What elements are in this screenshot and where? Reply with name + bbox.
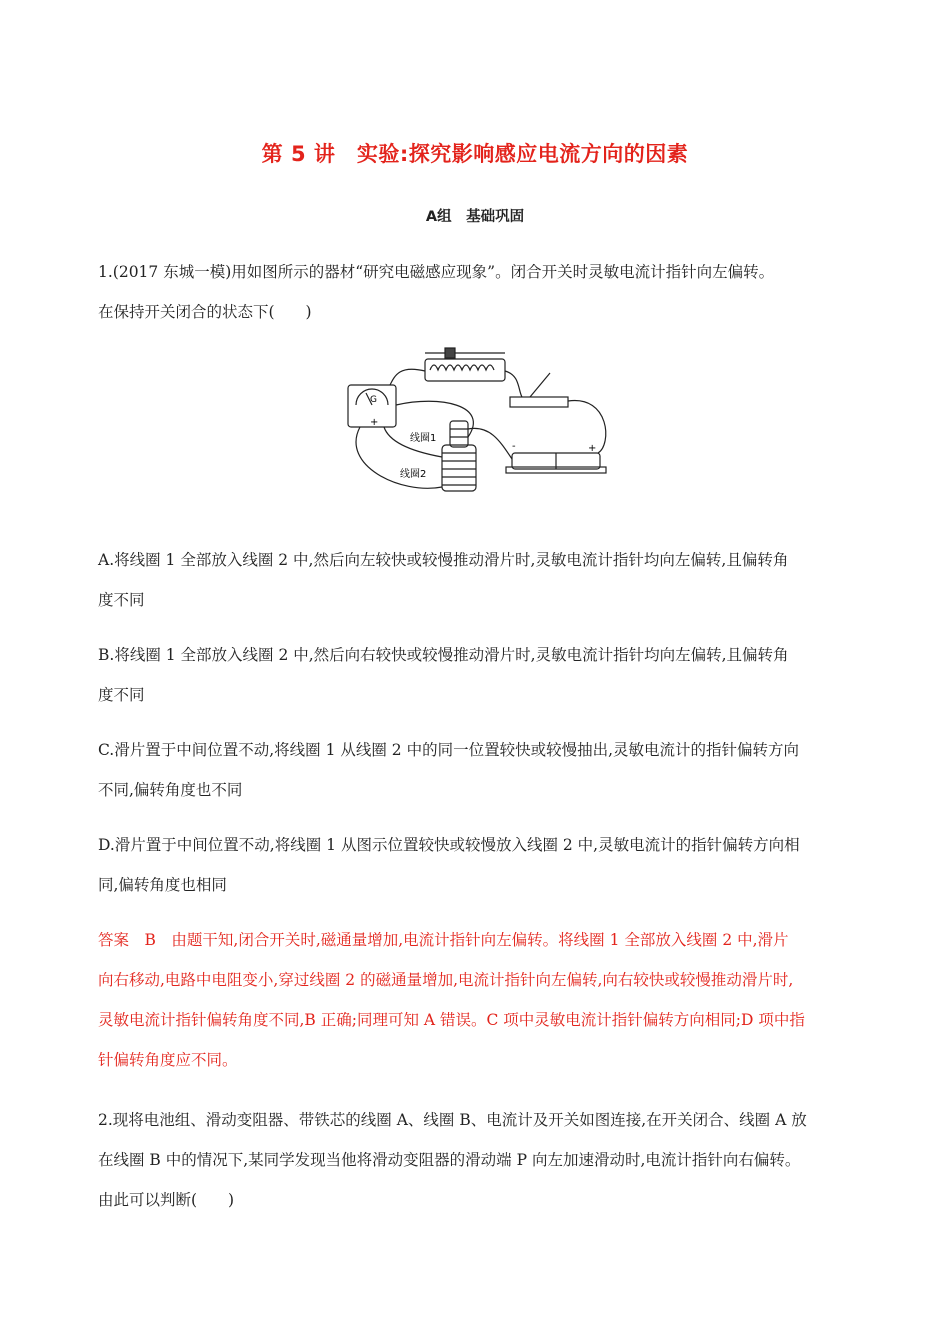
text-line: 在保持开关闭合的状态下( ) [98,303,312,321]
answer-explanation [98,920,868,1080]
circuit-diagram [340,345,620,505]
text-line: C.滑片置于中间位置不动,将线圈 1 从线圈 2 中的同一位置较快或较慢抽出,灵敏电流计的指针偏转方向 [98,741,800,759]
coil-1-label: 线圈1 [410,433,437,444]
text-line: 在线圈 B 中的情况下,某同学发现当他将滑动变阻器的滑动端 P 向左加速滑动时,电流计指针向右偏转。 [98,1151,801,1169]
text-line: 灵敏电流计指针偏转角度不同,B 正确;同理可知 A 错误。C 项中灵敏电流计指针偏转方向相同;D 项中指 [98,1011,805,1029]
option-c [98,730,868,810]
battery-minus-label: - [512,441,516,452]
text-line: 答案 B 由题干知,闭合开关时,磁通量增加,电流计指针向左偏转。将线圈 1 全部放入线圈 2 中,滑片 [98,931,789,949]
text-line: 同,偏转角度也相同 [98,876,227,894]
coil-1 [450,421,468,447]
rheostat-slider [445,348,455,358]
rheostat [425,359,505,381]
text-line: 由此可以判断( ) [98,1191,235,1209]
circuit-figure [340,345,620,505]
option-b [98,635,868,715]
page-title: 第 5 讲 实验:探究影响感应电流方向的因素 [261,142,689,166]
meter-label: G [370,395,377,405]
plus-label: + [370,417,379,428]
text-line: D.滑片置于中间位置不动,将线圈 1 从图示位置较快或较慢放入线圈 2 中,灵敏电流计的指针偏转方向相 [98,836,800,854]
text-line: 2.现将电池组、滑动变阻器、带铁芯的线圈 A、线圈 B、电流计及开关如图连接,在开关闭合、线圈 A 放 [98,1111,807,1129]
option-d [98,825,868,905]
text-line: 1.(2017 东城一模)用如图所示的器材“研究电磁感应现象”。闭合开关时灵敏电流计指针向左偏转。 [98,263,775,281]
text-line: 向右移动,电路中电阻变小,穿过线圈 2 的磁通量增加,电流计指针向左偏转,向右较快或较慢推动滑片时, [98,971,794,989]
question-2-stem [98,1100,868,1220]
battery-plus-label: + [588,443,597,454]
switch-base [510,397,568,407]
text-line: B.将线圈 1 全部放入线圈 2 中,然后向右较快或较慢推动滑片时,灵敏电流计指针均向左偏转,且偏转角 [98,646,789,664]
coil-2-label: 线圈2 [400,469,427,480]
text-line: 度不同 [98,686,145,704]
option-a [98,540,868,620]
section-heading: A组 基础巩固 [425,209,525,225]
question-1-stem [98,252,868,332]
text-line: A.将线圈 1 全部放入线圈 2 中,然后向左较快或较慢推动滑片时,灵敏电流计指针均向左偏转,且偏转角 [98,551,789,569]
text-line: 针偏转角度应不同。 [98,1051,238,1069]
switch-lever [530,373,550,397]
coil-2 [442,445,476,491]
text-line: 度不同 [98,591,145,609]
text-line: 不同,偏转角度也不同 [98,781,243,799]
